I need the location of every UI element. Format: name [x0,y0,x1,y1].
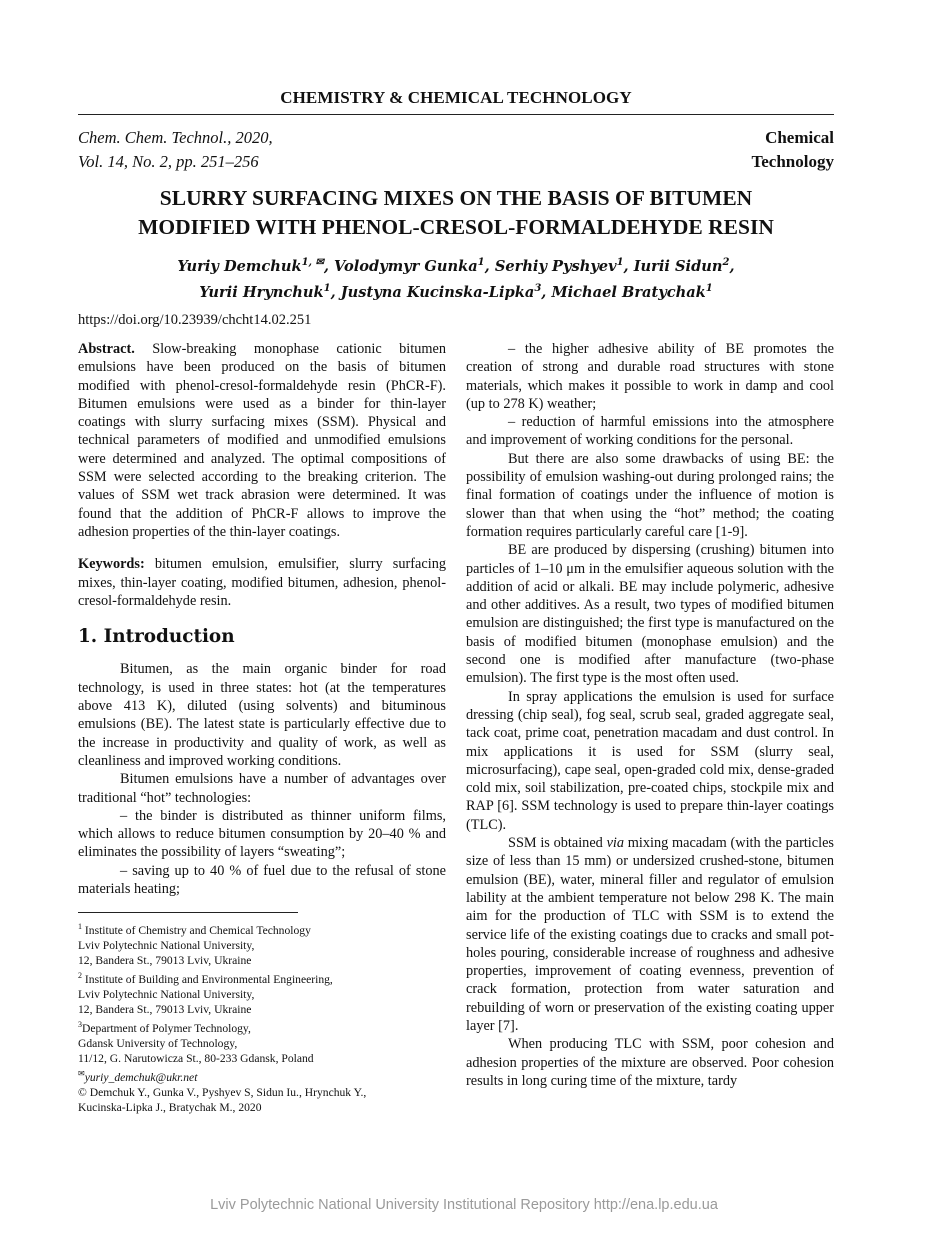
right-column [466,340,834,1090]
author: Volodymyr Gunka$^1$, [334,257,495,275]
footnote-line: © Demchuk Y., Gunka V., Pyshyev S, Sidun Iu., Hrynchuk Y., [78,1085,367,1099]
bullet-paragraph: – reduction of harmful emissions into the atmosphere and improvement of working conditions for the personal. [466,414,834,449]
footnote-line: 11/12, G. Narutowicza St., 80-233 Gdansk, Poland [78,1051,314,1065]
paragraph: Bitumen, as the main organic binder for road technology, is used in three states: hot (at the temperatures above 413 K), diluted (using solvents) and bituminous emulsions (BE). The latest state is particularly effective due to the increase in productivity and quality of work, as well as cleanliness and improved working conditions. [78,661,446,769]
journal-logo-text [751,126,834,174]
bullet-paragraph: – saving up to 40 % of fuel due to the refusal of stone materials heating; [78,862,446,898]
repository-footer: Lviv Polytechnic National University Institutional Repository http://ena.lp.edu.ua [210,1197,718,1213]
footnote-line: 12, Bandera St., 79013 Lviv, Ukraine [78,954,252,968]
author-line-1 [78,252,834,278]
citation-block [78,126,273,174]
footnote-line: $^3$Department of Polymer Technology, [78,1020,251,1035]
section-heading-introduction: 1. Introduction [78,626,235,648]
bullet-paragraph: – the binder is distributed as thinner uniform films, which allows to reduce bitumen consumption by 20–40 % and eliminates the possibility of layers “sweating”; [78,807,446,861]
footnote-line: $^1$ Institute of Chemistry and Chemical Technology [78,922,311,938]
footnote-line: Lviv Polytechnic National University, [78,939,255,953]
author-line-2 [78,278,834,304]
author: Iurii Sidun$^2$, [633,257,735,275]
paragraph: In spray applications the emulsion is used for surface dressing (chip seal), fog seal, scrub seal, graded aggregate seal, tack coat, prime coat, penetration macadam and dust control. In mix applications it is used for SSM (slurry seal, microsurfacing), cape seal, open-graded cold mix, dense-graded cold mix, soil stabilization, pre-coated chips, stockpile mix and RAP [6]. SSM technology is used to prepare thin-layer coatings (TLC). [466,688,834,833]
keywords [78,555,446,610]
footnote-email[interactable]: ✉yuriy_demchuk@ukr.net [78,1068,198,1084]
footnote-line: 12, Bandera St., 79013 Lviv, Ukraine [78,1003,252,1017]
paragraph: But there are also some drawbacks of using BE: the possibility of emulsion washing-out during prolonged rains; the final formation of coatings under the influence of motion is slower than that when using the “hot” method; the coating formation requires particularly careful care [1-9]. [466,450,834,540]
logo-line-1: Chemical [765,128,834,147]
journal-abbrev: Chem. Chem. Technol., 2020, [78,128,273,147]
footnote-line: Lviv Polytechnic National University, [78,988,255,1002]
bullet-paragraph: – the higher adhesive ability of BE promotes the creation of strong and durable road structures with stone materials, which makes it possible to work in damp and cool (up to 278 K) weather; [466,341,834,412]
paragraph: When producing TLC with SSM, poor cohesion and adhesion properties of the mixture are observed. Poor cohesion results in long curing time of the mixture, tardy [466,1036,834,1089]
paragraph: Bitumen emulsions have a number of advantages over traditional “hot” technologies: [78,771,446,806]
author: Yurii Hrynchuk$^1$, [199,282,341,301]
doi-link[interactable]: https://doi.org/10.23939/chcht14.02.251 [78,312,312,328]
footnote-line: $^2$ Institute of Building and Environmental Engineering, [78,971,333,987]
author: Michael Bratychak$^1$ [551,282,713,301]
journal-header: CHEMISTRY & CHEMICAL TECHNOLOGY [280,88,632,107]
footnote-divider [78,912,298,913]
logo-line-2: Technology [751,152,834,171]
author-list [78,252,834,304]
title-line-2: MODIFIED WITH PHENOL-CRESOL-FORMALDEHYDE RESIN [138,215,774,239]
paper-title [78,184,834,242]
left-column [78,340,446,1115]
author: Serhiy Pyshyev$^1$, [494,257,634,275]
abstract-label: Abstract. [78,341,135,357]
abstract [78,340,446,541]
paragraph: SSM is obtained via mixing macadam (with the particles size of less than 15 mm) or undersized crushed-stone, bitumen emulsion (BE), water, mineral filler and regulator of emulsion lability at the ambient temperature not below 298 K. The main aim for the production of TLC with SSM is to extend the service life of the existing coatings due to cracks and small pot-holes pouring, considerable increase of roughness and adhesive properties, improvement of coating evenness, prevention of crack formation, protection from water saturation and rebuilding of worn or preservation of the existing coating upper layer [7]. [466,835,834,1034]
title-line-1: SLURRY SURFACING MIXES ON THE BASIS OF BITUMEN [159,186,753,210]
header-divider [78,114,834,115]
abstract-text: Slow-breaking monophase cationic bitumen emulsions have been produced on the basis of bitumen modified with phenol-cresol-formaldehyde resin (PhCR-F). Bitumen emulsions were used as a binder for thin-layer coatings with slurry surfacing mixes (SSM). Physical and technical parameters of modified and unmodified emulsions were determined and analyzed. The optimal compositions of SSM were selected according to the breaking criterion. The values of SSM wet track abrasion were determined. It was found that the addition of PhCR-F allows to improve the adhesion properties of the thin-layer coatings. [78,341,446,540]
keywords-text: bitumen emulsion, emulsifier, slurry surfacing mixes, thin-layer coating, modified bitumen, adhesion, phenol-cresol-formaldehyde resin. [78,556,446,609]
footnotes [78,919,446,1114]
author: Justyna Kucinska-Lipka$^3$, [340,282,552,301]
volume-pages: Vol. 14, No. 2, pp. 251‒256 [78,152,259,171]
keywords-label: Keywords: [78,556,145,573]
paragraph: BE are produced by dispersing (crushing) bitumen into particles of 1–10 μm in the emulsifier aqueous solution with the addition of acid or alkali. BE may include polymeric, adhesive and other additives. As a result, two types of modified bitumen emulsion are distinguished; the first type is manufactured on the basis of modified bitumen (monophase emulsion) and the second one is modified after manufacture (two-phase emulsion). The first type is the most often used. [466,542,834,687]
envelope-icon: ✉ [78,1068,85,1078]
footnote-line: Gdansk University of Technology, [78,1036,238,1050]
footnote-line: Kucinska-Lipka J., Bratychak M., 2020 [78,1100,262,1114]
author: Yuriy Demchuk$^{1, ✉}$, [177,257,335,275]
